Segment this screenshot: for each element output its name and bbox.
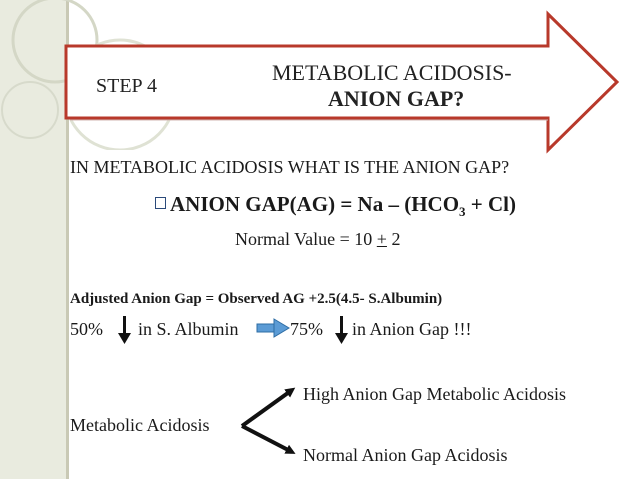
anion-gap-label: in Anion Gap !!! bbox=[352, 319, 472, 339]
down-arrow-icon bbox=[118, 316, 131, 344]
formula-lead: ANION GAP(AG) = Na – (HCO bbox=[170, 192, 460, 216]
slide-title: METABOLIC ACIDOSIS- bbox=[272, 60, 512, 85]
high-anion-gap-label: High Anion Gap Metabolic Acidosis bbox=[303, 384, 566, 404]
step-label: STEP 4 bbox=[96, 75, 157, 97]
adjusted-anion-gap-formula: Adjusted Anion Gap = Observed AG +2.5(4.5- S.Albumin) bbox=[70, 291, 443, 307]
normal-value-suffix: 2 bbox=[386, 229, 401, 249]
anion-gap-percent: 75% bbox=[290, 319, 323, 339]
formula-subscript: 3 bbox=[459, 204, 466, 220]
normal-value-prefix: Normal Value = 10 bbox=[235, 229, 377, 249]
slide-subtitle: ANION GAP? bbox=[328, 86, 465, 111]
normal-anion-gap-label: Normal Anion Gap Acidosis bbox=[303, 445, 508, 465]
down-arrow-icon bbox=[335, 316, 348, 344]
formula-tail: + Cl) bbox=[465, 192, 516, 216]
right-arrow-icon bbox=[257, 319, 289, 337]
metabolic-acidosis-label: Metabolic Acidosis bbox=[70, 415, 210, 435]
plus-minus-sign: + bbox=[376, 229, 387, 249]
albumin-label: in S. Albumin bbox=[138, 319, 239, 339]
albumin-percent: 50% bbox=[70, 319, 103, 339]
branch-arrow-icon bbox=[242, 390, 292, 452]
question-text: IN METABOLIC ACIDOSIS WHAT IS THE ANION GAP? bbox=[70, 157, 510, 177]
